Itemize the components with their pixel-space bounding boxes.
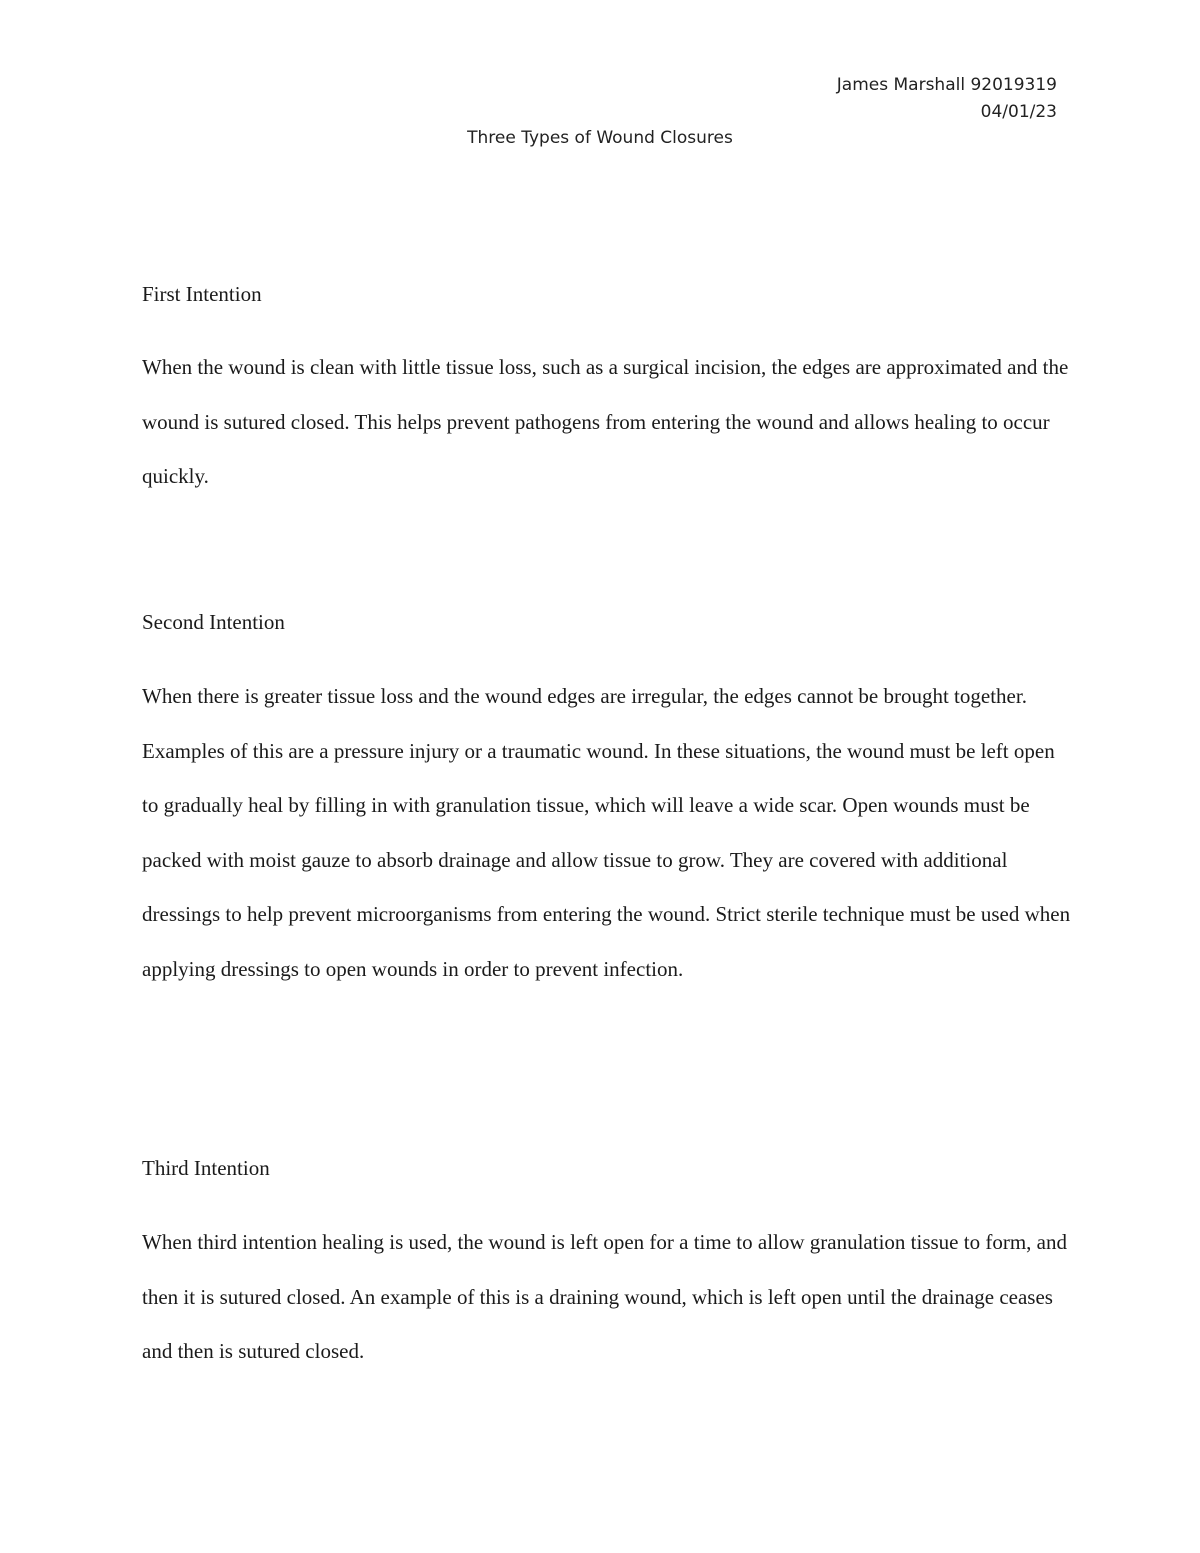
document-header: [837, 72, 1057, 126]
document-date: 04/01/23: [980, 102, 1057, 122]
section-heading-first-intention: First Intention: [142, 282, 262, 306]
section-body-second-intention: When there is greater tissue loss and the wound edges are irregular, the edges cannot be brought together. Examples of this are a pressure injury or a traumatic wound. In these situations, the wound must be left open to gradually heal by filling in with granulation tissue, which will leave a wide scar. Open wounds must be packed with moist gauze to absorb drainage and allow tissue to grow. They are covered with additional dressings to help prevent microorganisms from entering the wound. Strict sterile technique must be used when applying dressings to open wounds in order to prevent infection.: [142, 684, 1071, 981]
document-title: Three Types of Wound Closures: [467, 128, 733, 148]
section-heading-third-intention: Third Intention: [142, 1156, 270, 1180]
section-body-third-intention: When third intention healing is used, the wound is left open for a time to allow granulation tissue to form, and then it is sutured closed. An example of this is a draining wound, which is left open until the drainage ceases and then is sutured closed.: [142, 1230, 1067, 1363]
author-name-id: James Marshall 92019319: [836, 75, 1057, 95]
section-body-first-intention: When the wound is clean with little tissue loss, such as a surgical incision, the edges are approximated and the wound is sutured closed. This helps prevent pathogens from entering the wound and allows healing to occur quickly.: [142, 355, 1069, 488]
section-heading-second-intention: Second Intention: [142, 610, 285, 634]
